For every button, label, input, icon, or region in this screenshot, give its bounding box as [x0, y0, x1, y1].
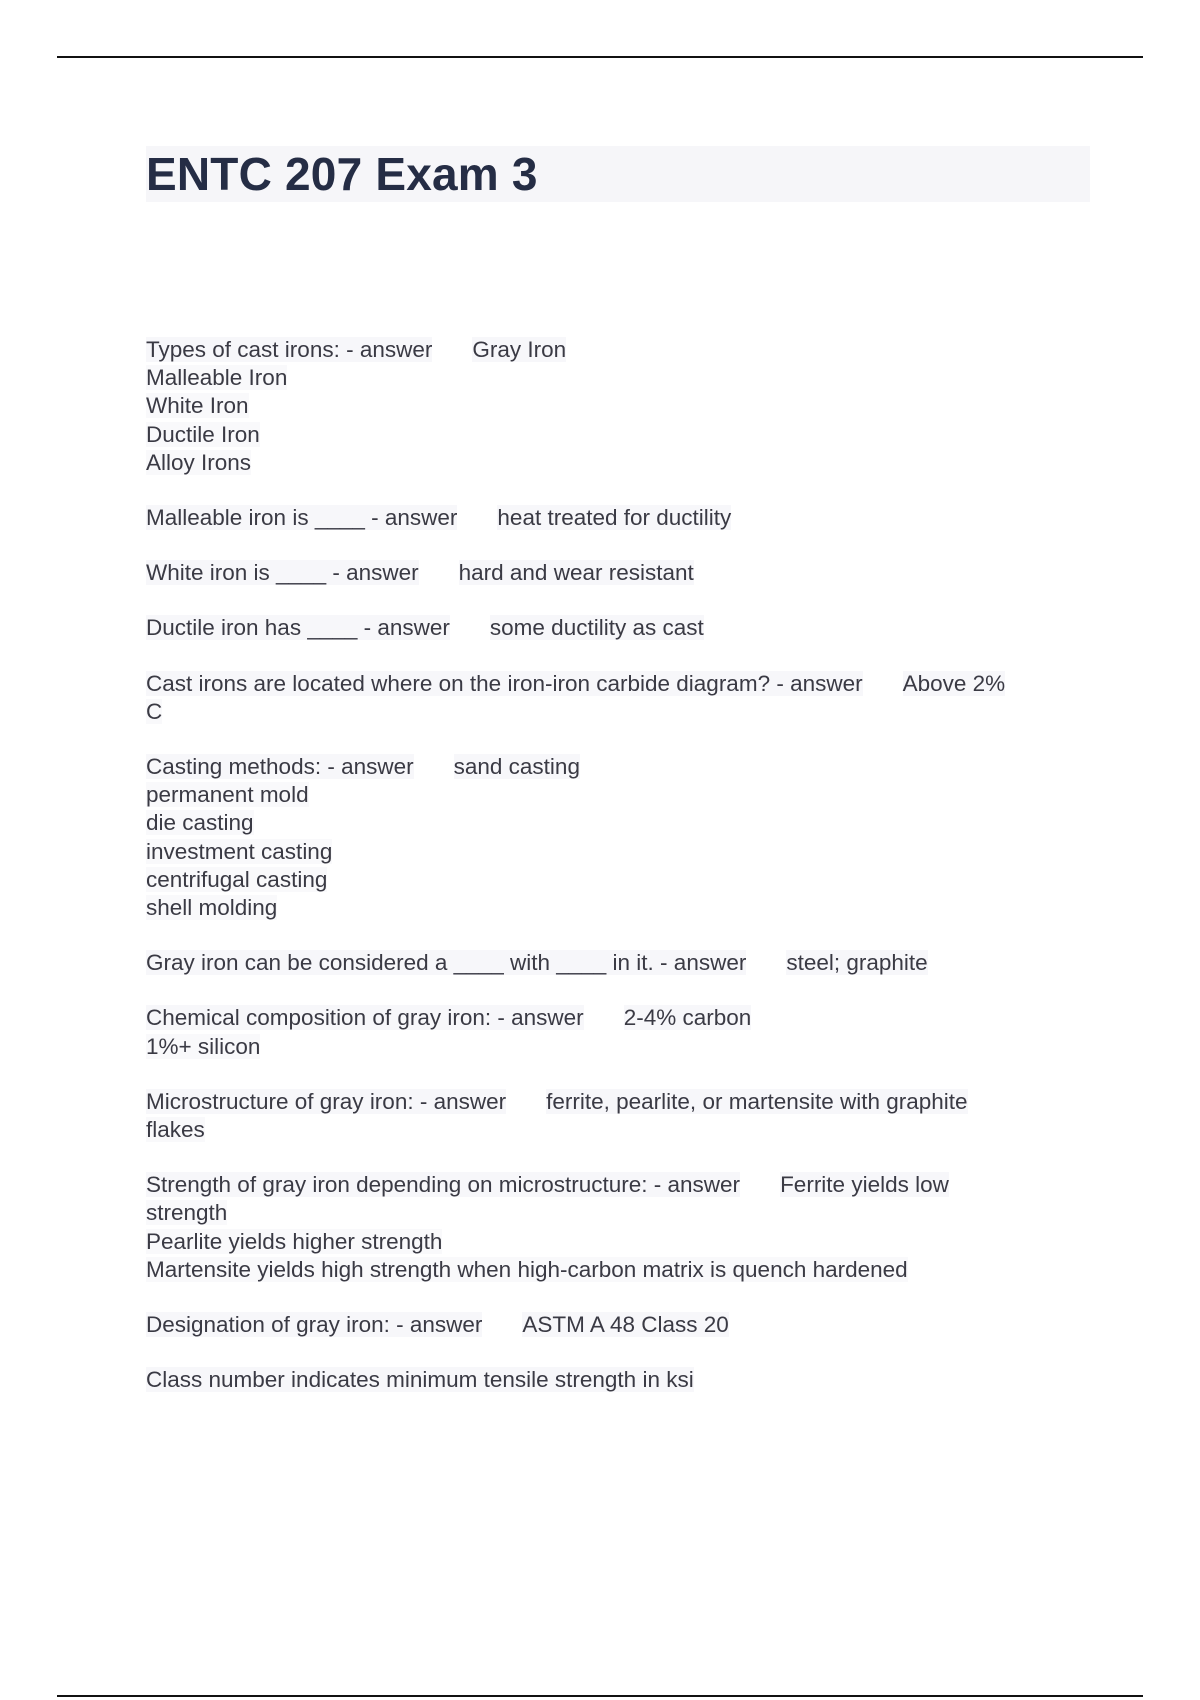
qa-first-line: [146, 1311, 1086, 1339]
qa-item: [146, 670, 1086, 726]
answer-continuation-line: [146, 1199, 1086, 1227]
qa-item: [146, 614, 1086, 642]
qa-item: [146, 336, 1086, 477]
answer-continuation-text: investment casting: [146, 838, 333, 864]
answer-continuation-line: [146, 866, 1086, 894]
answer-continuation-line: [146, 421, 1086, 449]
answer-continuation-line: [146, 698, 1086, 726]
question-text: Designation of gray iron: - answer: [146, 1312, 483, 1338]
qa-item: [146, 1088, 1086, 1144]
question-text: Microstructure of gray iron: - answer: [146, 1088, 507, 1114]
answer-continuation-text: flakes: [146, 1117, 205, 1143]
question-text: Class number indicates minimum tensile strength in ksi: [146, 1367, 694, 1393]
answer-continuation-text: White Iron: [146, 393, 249, 419]
answer-continuation-text: Alloy Irons: [146, 449, 252, 475]
qa-first-line: [146, 336, 1086, 364]
qa-first-line: [146, 753, 1086, 781]
answer-continuation-text: die casting: [146, 810, 254, 836]
answer-continuation-text: C: [146, 698, 163, 724]
answer-continuation-line: [146, 838, 1086, 866]
question-text: Ductile iron has ____ - answer: [146, 615, 450, 641]
answer-continuation-line: [146, 1256, 1086, 1284]
question-text: Strength of gray iron depending on microstructure: - answer: [146, 1172, 741, 1198]
question-text: Malleable iron is ____ - answer: [146, 505, 458, 531]
answer-continuation-line: [146, 1116, 1086, 1144]
qa-item: [146, 753, 1086, 922]
answer-continuation-text: Malleable Iron: [146, 365, 288, 391]
answer-continuation-text: shell molding: [146, 895, 278, 921]
qa-item: [146, 559, 1086, 587]
qa-item: [146, 1366, 1086, 1394]
qa-first-line: [146, 1088, 1086, 1116]
qa-item: [146, 1171, 1086, 1284]
question-text: Casting methods: - answer: [146, 754, 414, 780]
qa-first-line: [146, 670, 1086, 698]
qa-item: [146, 949, 1086, 977]
answer-continuation-text: strength: [146, 1200, 228, 1226]
answer-text: Ferrite yields low: [780, 1172, 949, 1198]
answer-continuation-text: 1%+ silicon: [146, 1033, 261, 1059]
question-text: Chemical composition of gray iron: - answer: [146, 1005, 584, 1031]
answer-text: ASTM A 48 Class 20: [522, 1312, 729, 1338]
qa-first-line: [146, 504, 1086, 532]
qa-first-line: [146, 614, 1086, 642]
answer-continuation-text: Ductile Iron: [146, 421, 260, 447]
answer-text: heat treated for ductility: [497, 505, 732, 531]
qa-list: [146, 336, 1086, 1421]
top-rule: [57, 56, 1143, 58]
qa-first-line: [146, 1171, 1086, 1199]
answer-continuation-line: [146, 364, 1086, 392]
answer-text: steel; graphite: [786, 950, 928, 976]
answer-continuation-line: [146, 781, 1086, 809]
answer-continuation-text: permanent mold: [146, 782, 309, 808]
answer-continuation-line: [146, 392, 1086, 420]
answer-text: hard and wear resistant: [458, 560, 694, 586]
question-text: Types of cast irons: - answer: [146, 337, 433, 362]
question-text: Cast irons are located where on the iron-iron carbide diagram? - answer: [146, 670, 863, 696]
answer-continuation-line: [146, 449, 1086, 477]
qa-first-line: [146, 559, 1086, 587]
answer-continuation-text: Pearlite yields higher strength: [146, 1228, 443, 1254]
document-title: ENTC 207 Exam 3: [146, 146, 1090, 202]
answer-continuation-line: [146, 1228, 1086, 1256]
answer-continuation-line: [146, 894, 1086, 922]
answer-text: Above 2%: [902, 670, 1006, 696]
qa-item: [146, 1004, 1086, 1060]
answer-text: sand casting: [453, 754, 580, 780]
answer-continuation-line: [146, 809, 1086, 837]
qa-item: [146, 1311, 1086, 1339]
answer-text: ferrite, pearlite, or martensite with graphite: [546, 1088, 968, 1114]
qa-item: [146, 504, 1086, 532]
qa-first-line: [146, 1004, 1086, 1032]
answer-text: 2-4% carbon: [623, 1005, 752, 1031]
question-text: White iron is ____ - answer: [146, 560, 419, 586]
qa-first-line: [146, 1366, 1086, 1394]
qa-first-line: [146, 949, 1086, 977]
answer-continuation-line: [146, 1033, 1086, 1061]
answer-text: some ductility as cast: [489, 615, 704, 641]
question-text: Gray iron can be considered a ____ with ____ in it. - answer: [146, 950, 747, 976]
bottom-rule: [57, 1695, 1143, 1697]
answer-text: Gray Iron: [472, 337, 567, 362]
answer-continuation-text: centrifugal casting: [146, 866, 328, 892]
answer-continuation-text: Martensite yields high strength when high-carbon matrix is quench hardened: [146, 1256, 908, 1282]
